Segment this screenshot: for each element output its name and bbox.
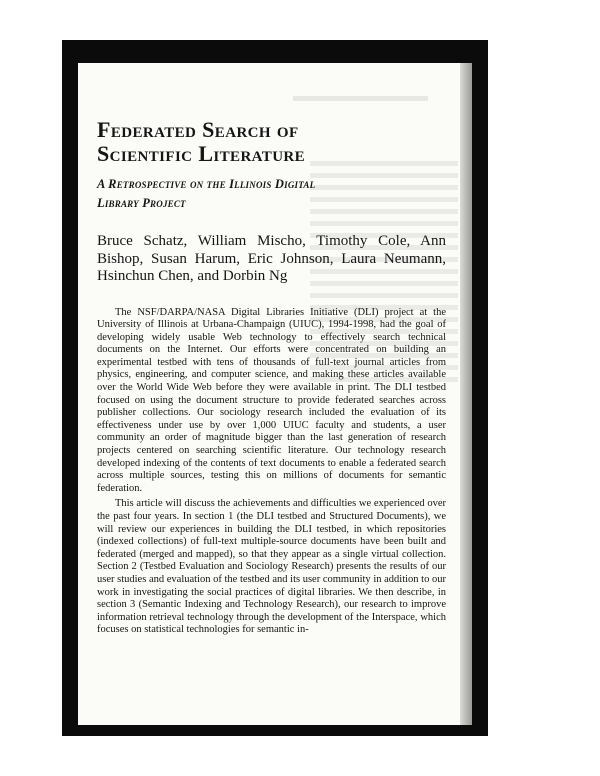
subtitle-line-1: A Retrospective on the Illinois Digital — [97, 177, 316, 191]
article-column — [97, 118, 446, 637]
article-title — [97, 118, 446, 166]
subtitle-line-2: Library Project — [97, 196, 186, 210]
facing-page-edge — [460, 63, 472, 725]
article-body — [97, 307, 446, 637]
body-paragraph-1: The NSF/DARPA/NASA Digital Libraries Initiative (DLI) project at the University of Illinois at Urbana-Champaign (UIUC), 1994-1998, had the goal of developing widely usable Web technology to effectively search technical documents on the Internet. Our efforts were concentrated on building an experimental testbed with tens of thousands of full-text journal articles from physics, engineering, and computer science, and making these articles available over the World Wide Web before they were available in print. The DLI testbed focused on using the document structure to provide federated searches across publisher collections. Our sociology research included the evaluation of its effectiveness under use by over 1,000 UIUC faculty and students, a user community an order of magnitude bigger than the last generation of research projects centered on searching scientific literature. Our technology research developed indexing of the contents of text documents to enable a federated search across multiple sources, testing this on millions of documents for semantic federation. — [97, 306, 446, 494]
author-list: Bruce Schatz, William Mischo, Timothy Cole, Ann Bishop, Susan Harum, Eric Johnson, Laura Neumann, Hsinchun Chen, and Dorbin Ng — [97, 233, 446, 284]
title-line-1: Federated Search of — [97, 117, 299, 142]
title-line-2: Scientific Literature — [97, 141, 306, 166]
body-paragraph-2: This article will discuss the achievements and difficulties we experienced over the past four years. In section 1 (the DLI testbed and Structured Documents), we will review our experiences in building the DLI testbed, in which repositories (indexed collections) of full-text multiple-source documents have been built and federated (merged and mapped), so that they appear as a single virtual collection. Section 2 (Testbed Evaluation and Sociology Research) presents the results of our user studies and evaluation of the testbed and its user community in addition to our work in investigating the social practices of digital libraries. We then describe, in section 3 (Semantic Indexing and Technology Research), our research to improve information retrieval technology through the development of the Interspace, which focuses on statistical technologies for semantic in- — [97, 498, 446, 636]
book-page — [78, 63, 460, 725]
show-through-header — [293, 96, 428, 101]
article-subtitle — [97, 175, 446, 213]
